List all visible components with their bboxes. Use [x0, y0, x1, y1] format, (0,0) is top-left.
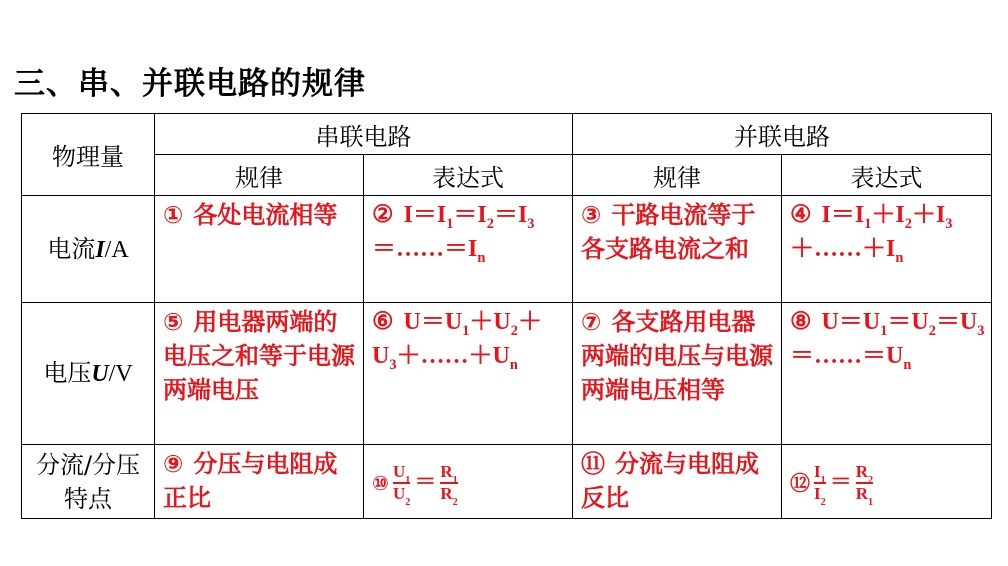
voltage-ratio-fraction: $\frac{U_1}{U_2}$ [392, 461, 411, 508]
header-parallel-rule: 规律 [573, 155, 782, 196]
parallel-voltage-rule: ⑦ 各支路用电器两端的电压与电源两端电压相等 [573, 303, 782, 445]
header-quantity: 物理量 [22, 114, 155, 196]
series-voltage-rule: ⑤ 用电器两端的电压之和等于电源两端电压 [155, 303, 364, 445]
resistance-ratio-fraction: $\frac{R_1}{R_2}$ [440, 461, 458, 508]
series-divider-rule: ⑨ 分压与电阻成正比 [155, 445, 364, 519]
header-series-expression: 表达式 [364, 155, 573, 196]
series-current-rule: ① 各处电流相等 [155, 196, 364, 303]
page-title: 三、串、并联电路的规律 [14, 66, 366, 102]
parallel-divider-rule: ⑪ 分流与电阻成反比 [573, 445, 782, 519]
parallel-current-rule: ③ 干路电流等于各支路电流之和 [573, 196, 782, 303]
row-label-voltage: 电压U/V [22, 303, 155, 445]
header-parallel: 并联电路 [573, 114, 992, 155]
header-series: 串联电路 [155, 114, 573, 155]
parallel-voltage-expression: ⑧ $U=U_1=U_2=U_3=\dots\dots=U_n$ [782, 303, 992, 445]
row-label-divider: 分流/分压特点 [22, 445, 155, 519]
parallel-divider-expression: ⑫ $\frac{I_1}{I_2}$ ＝ $\frac{R_2}{R_1}$ [782, 445, 992, 519]
series-current-expression: ② $I=I_1=I_2=I_3=\dots\dots=I_n$ [364, 196, 573, 303]
row-label-current: 电流I/A [22, 196, 155, 303]
parallel-current-expression: ④ $I=I_1+I_2+I_3+\dots\dots+I_n$ [782, 196, 992, 303]
header-series-rule: 规律 [155, 155, 364, 196]
series-voltage-expression: ⑥ $U=U_1+U_2+U_3+\dots\dots+U_n$ [364, 303, 573, 445]
series-divider-expression: ⑩ $\frac{U_1}{U_2}$ ＝ $\frac{R_1}{R_2}$ [364, 445, 573, 519]
current-ratio-fraction: $\frac{I_1}{I_2}$ [814, 461, 826, 508]
inverse-resistance-ratio-fraction: $\frac{R_2}{R_1}$ [855, 461, 874, 508]
rules-table [21, 113, 992, 519]
header-parallel-expression: 表达式 [782, 155, 992, 196]
